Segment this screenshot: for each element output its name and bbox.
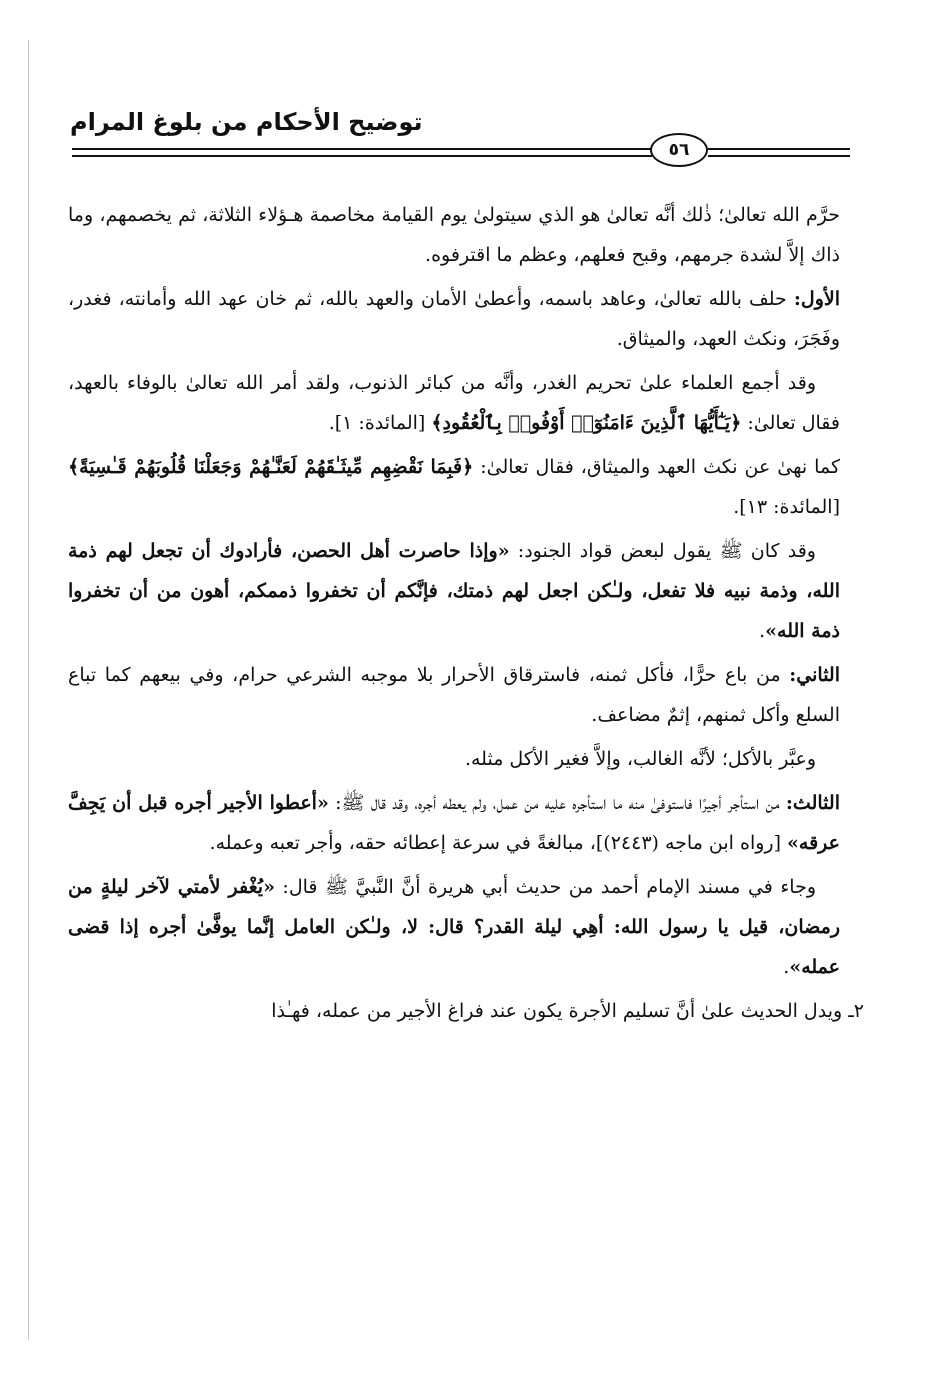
- paragraph-text: حرَّم الله تعالىٰ؛ ذٰلك أنَّه تعالىٰ هو الذي سيتولىٰ يوم القيامة مخاصمة هـؤلاء الثلاثة، ثم يخصمهم، وما ذاك إلاَّ لشدة جرمهم، وقبح فعلهم، وعظم ما اقترفوه.: [68, 204, 840, 266]
- paragraph-text: كما نهىٰ عن نكث العهد والميثاق، فقال تعالىٰ:: [473, 456, 840, 478]
- paragraph-8: [68, 783, 840, 863]
- paragraph-text: ٢ـ ويدل الحديث علىٰ أنَّ تسليم الأجرة يكون عند فراغ الأجير من عمله، فهـٰذا: [271, 1000, 864, 1022]
- paragraph-6: [68, 655, 840, 735]
- quran-quote: ﴿يَـٰٓأَيُّهَا ٱلَّذِينَ ءَامَنُوٓا۟ أَوْفُوا۟ بِٱلْعُقُودِ﴾: [431, 412, 742, 434]
- page-number-badge: ٥٦: [650, 133, 708, 167]
- header-rule: [72, 148, 652, 150]
- paragraph-lead: الأول:: [793, 288, 840, 310]
- paragraph-text: وقد أجمع العلماء علىٰ تحريم الغدر، وأنَّه من كبائر الذنوب، ولقد أمر الله تعالىٰ بالوفاء بالعهد، فقال تعالىٰ:: [68, 372, 840, 434]
- header-rule: [708, 155, 850, 157]
- paragraph-1: [68, 195, 840, 275]
- paragraph-text: وقد كان ﷺ يقول لبعض قواد الجنود:: [509, 540, 816, 562]
- hadith-quote: «أعطوا الأجير أجره قبل أن يَجِفَّ عرقه»: [68, 792, 840, 854]
- quran-quote: ﴿فَبِمَا نَقْضِهِم مِّيثَـٰقَهُمْ لَعَنَّـٰهُمْ وَجَعَلْنَا قُلُوبَهُمْ قَـٰسِيَةً﴾: [68, 456, 474, 478]
- paragraph-text: وجاء في مسند الإمام أحمد من حديث أبي هريرة أنَّ النَّبيَّ ﷺ قال:: [274, 876, 817, 898]
- header-rule: [708, 148, 850, 150]
- paragraph-text: من باع حرًّا، فأكل ثمنه، فاسترقاق الأحرار بلا موجبه الشرعي حرام، وفي بيعهم كما تباع السلع وأكل ثمنهم، إثمٌ مضاعف.: [68, 664, 840, 726]
- paragraph-3: [68, 363, 840, 443]
- book-title: توضيح الأحكام من بلوغ المرام: [70, 108, 423, 136]
- paragraph-2: [68, 279, 840, 359]
- page-header: [60, 100, 850, 180]
- paragraph-4: [68, 447, 840, 527]
- scan-edge-line: [28, 40, 29, 1340]
- paragraph-text: حلف بالله تعالىٰ، وعاهد باسمه، وأعطىٰ الأمان والعهد بالله، ثم خان عهد الله وأمانته، فغدر، وفَجَرَ، ونكث العهد، والميثاق.: [68, 288, 840, 350]
- paragraph-7: [68, 739, 840, 779]
- paragraph-5: [68, 531, 840, 651]
- quote-reference: [المائدة: ١٣].: [733, 496, 840, 518]
- paragraph-lead: الثاني:: [789, 664, 840, 686]
- page-body: [68, 195, 864, 1360]
- header-rule: [72, 155, 652, 157]
- paragraph-10: [68, 991, 864, 1031]
- hadith-quote: «وإذا حاصرت أهل الحصن، فأرادوك أن تجعل لهم ذمة الله، وذمة نبيه فلا تفعل، ولـٰكن اجعل لهم ذمتك، فإنَّكم أن تخفروا ذممكم، أهون من أن تخفروا ذمة الله»: [68, 540, 840, 642]
- paragraph-9: [68, 867, 840, 987]
- paragraph-text: من استأجر أجيرًا فاستوفىٰ منه ما استأجره عليه من عمل، ولم يعطه أجره، وقد قال ﷺ:: [328, 792, 786, 814]
- quote-reference: [رواه ابن ماجه (٢٤٤٣)]، مبالغةً في سرعة إعطائه حقه، وأجر تعبه وعمله.: [209, 832, 788, 854]
- paragraph-text: وعبَّر بالأكل؛ لأنَّه الغالب، وإلاَّ فغير الأكل مثله.: [464, 748, 816, 770]
- paragraph-lead: الثالث:: [785, 792, 840, 814]
- quote-reference: .: [783, 956, 790, 978]
- quote-reference: .: [759, 620, 766, 642]
- hadith-quote: «يُغْفر لأمتي لآخر ليلةٍ من رمضان، قيل يا رسول الله: أهِي ليلة القدر؟ قال: لا، ولـٰكن العامل إنَّما يوفَّىٰ أجره إذا قضى عمله»: [68, 876, 840, 978]
- quote-reference: [المائدة: ١].: [328, 412, 432, 434]
